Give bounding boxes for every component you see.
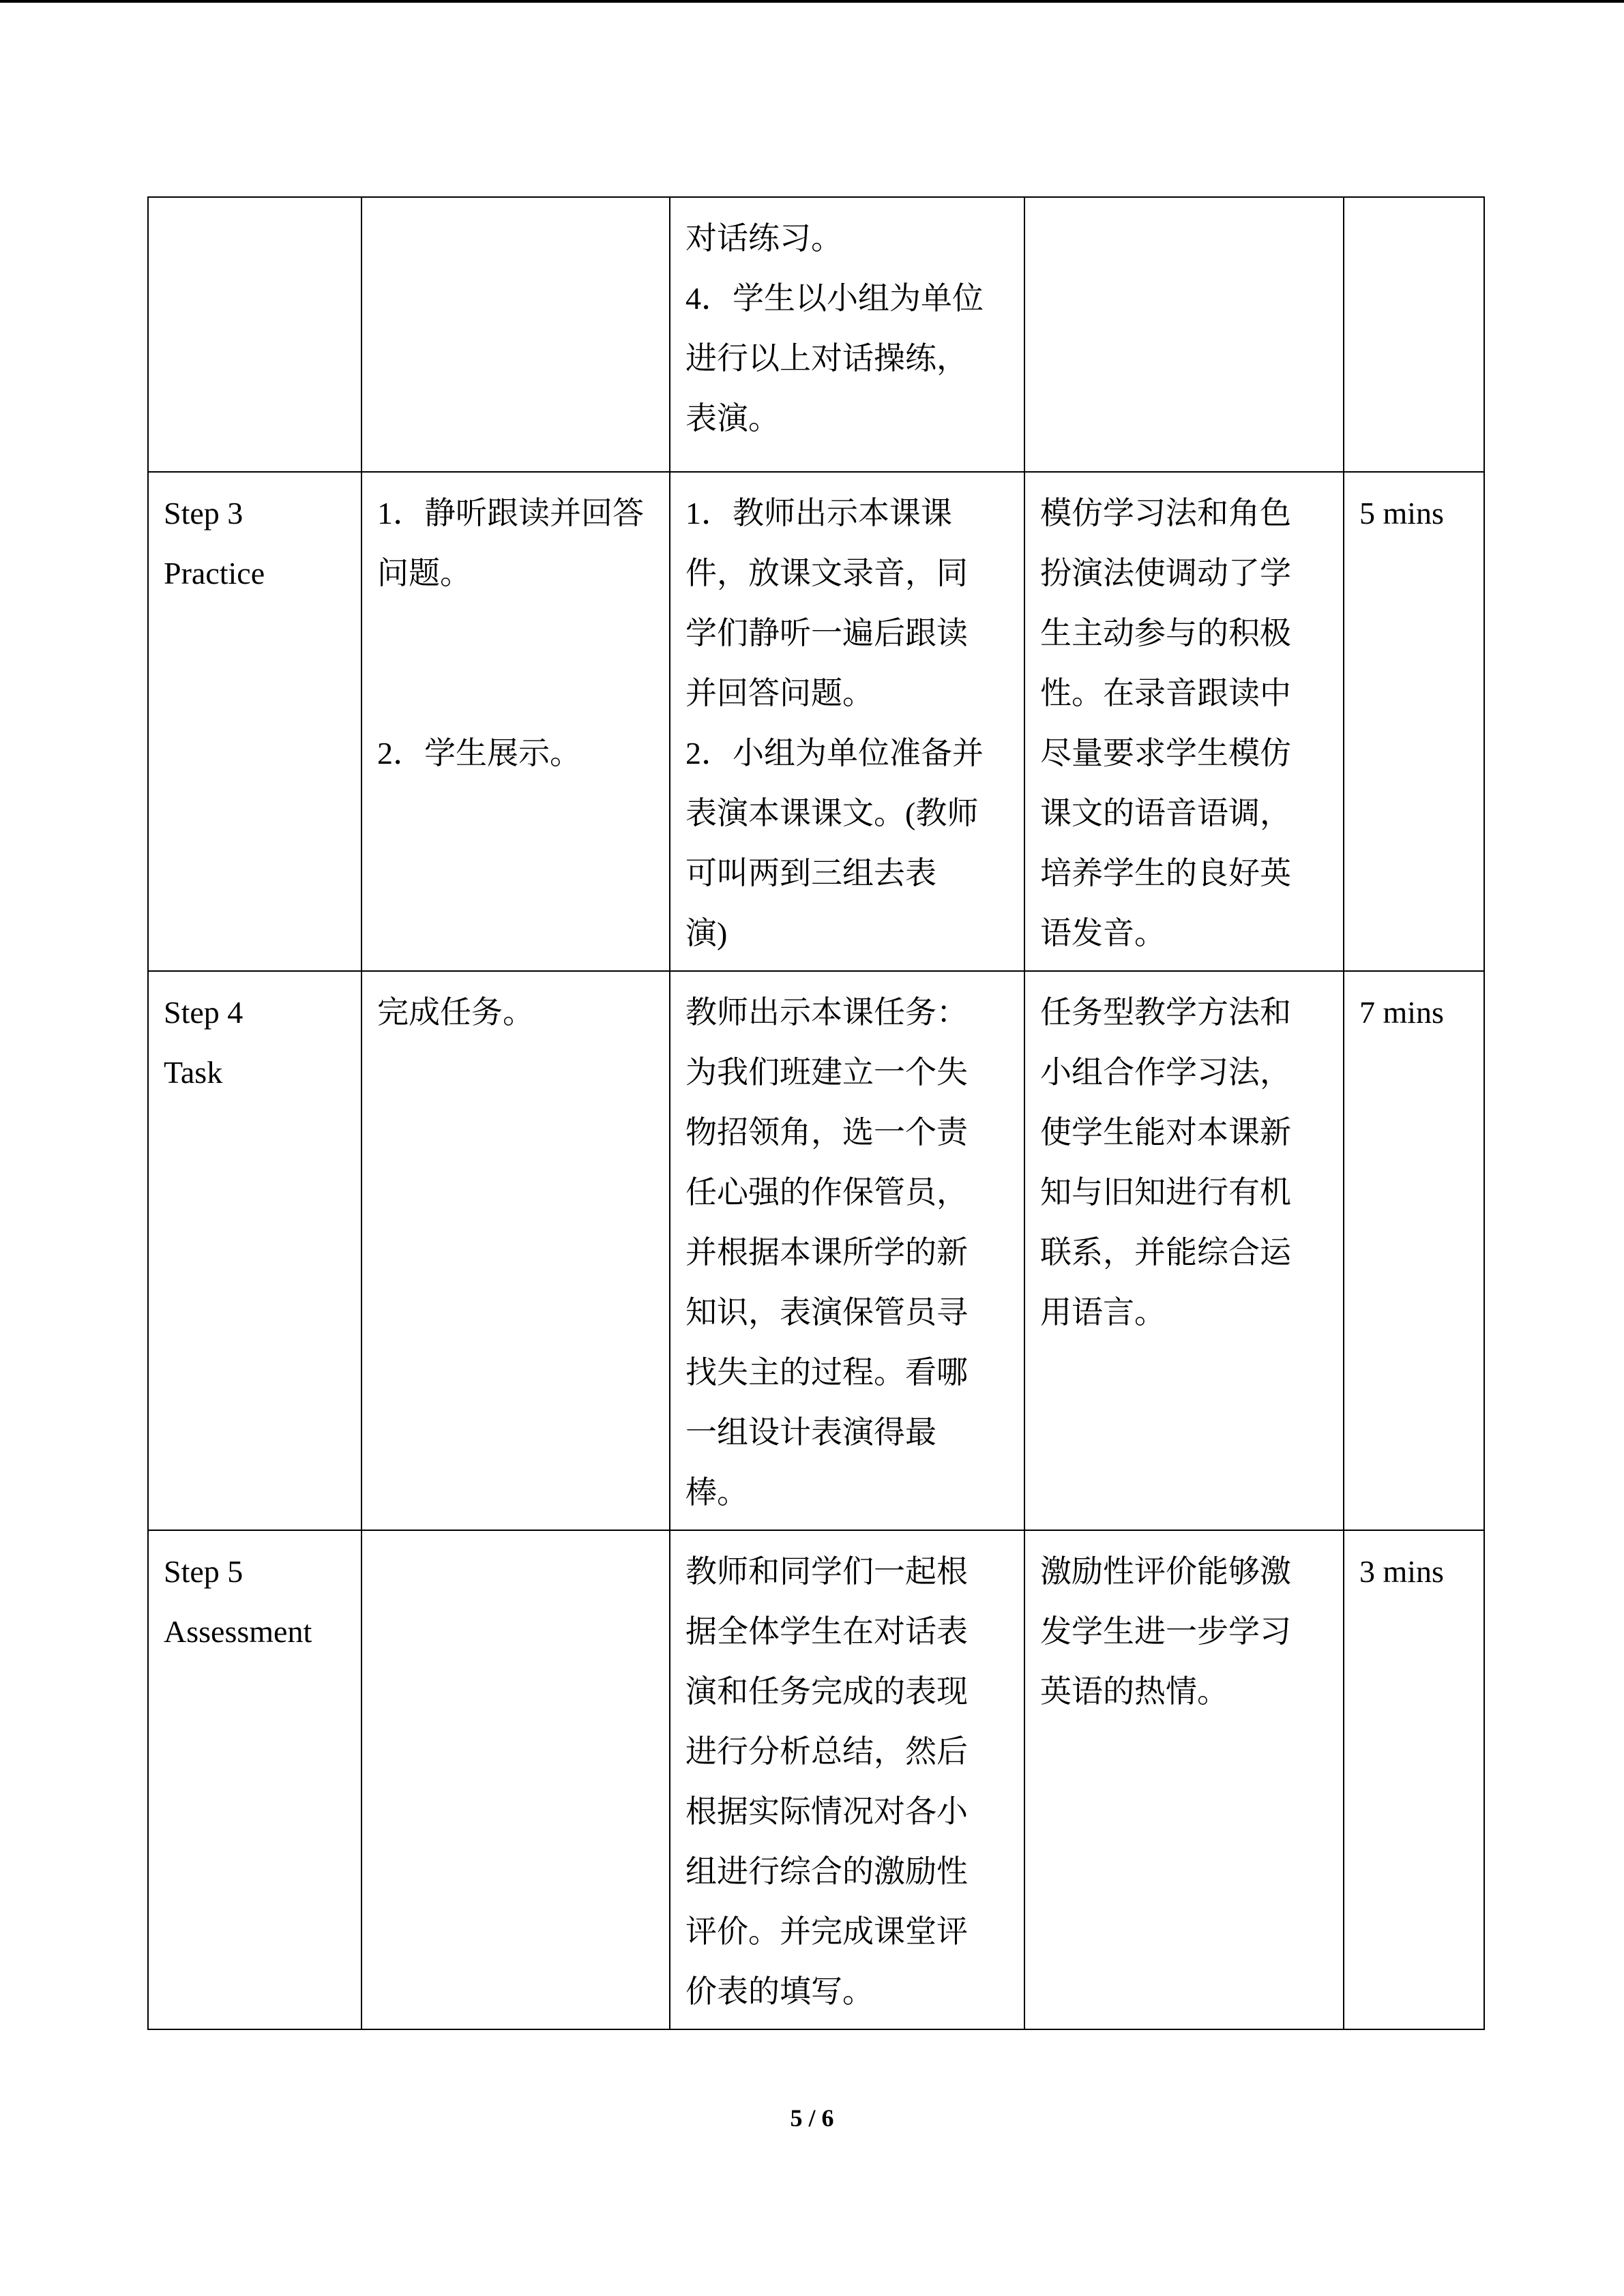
purpose-line: 联系，并能综合运 [1040,1235,1291,1270]
teacher-line: 演) [685,916,728,951]
purpose-line: 课文的语音语调， [1040,796,1291,831]
purpose-line: 语发音。 [1040,916,1166,951]
teacher-line: 知识，表演保管员寻 [685,1295,968,1330]
step-label: Step 4 [164,995,243,1030]
teacher-line: 一组设计表演得最 [685,1415,936,1450]
teacher-line: 找失主的过程。看哪 [685,1355,968,1390]
teacher-activity-cell [670,197,1024,472]
teacher-line: 4．学生以小组为单位 [685,281,984,316]
step-name: Practice [164,556,265,591]
table-row [148,1530,1484,2029]
teacher-activity-cell [670,971,1024,1530]
teacher-line: 进行分析总结，然后 [685,1734,968,1769]
spacer [377,664,654,724]
teacher-line: 教师和同学们一起根 [685,1554,968,1589]
purpose-line: 扮演法使调动了学 [1040,556,1291,591]
teacher-line: 物招领角，选一个责 [685,1115,968,1150]
time-cell [1344,472,1484,971]
purpose-line: 性。在录音跟读中 [1040,676,1291,711]
purpose-line: 发学生进一步学习 [1040,1614,1291,1649]
spacer [377,603,654,664]
student-activity-cell [361,1530,670,2029]
teacher-line: 任心强的作保管员， [685,1175,968,1210]
purpose-cell [1024,1530,1344,2029]
teacher-line: 根据实际情况对各小 [685,1794,968,1829]
purpose-line: 任务型教学方法和 [1040,995,1291,1030]
time-value: 3 mins [1359,1554,1444,1589]
teacher-line: 可叫两到三组去表 [685,856,936,891]
purpose-line: 激励性评价能够激 [1040,1554,1291,1589]
teacher-activity-cell [670,472,1024,971]
teacher-line: 演和任务完成的表现 [685,1674,968,1709]
teacher-line: 价表的填写。 [685,1974,874,2009]
time-value: 5 mins [1359,496,1444,531]
purpose-line: 使学生能对本课新 [1040,1115,1291,1150]
purpose-line: 知与旧知进行有机 [1040,1175,1291,1210]
step-name: Task [164,1055,223,1090]
step-cell [148,971,361,1530]
teacher-line: 评价。并完成课堂评 [685,1914,968,1949]
lesson-plan-table [147,196,1485,2030]
purpose-line: 培养学生的良好英 [1040,856,1291,891]
student-activity-cell [361,472,670,971]
student-activity-cell [361,197,670,472]
teacher-line: 学们静听一遍后跟读 [685,616,968,651]
step-label: Step 5 [164,1554,243,1589]
student-line: 1．静听跟读并回答 [377,496,644,531]
purpose-line: 用语言。 [1040,1295,1166,1330]
time-value: 7 mins [1359,995,1444,1030]
purpose-cell [1024,472,1344,971]
teacher-line: 对话练习。 [685,221,842,256]
teacher-line: 进行以上对话操练， [685,341,968,376]
time-cell [1344,1530,1484,2029]
teacher-line: 表演本课课文。(教师 [685,796,979,831]
teacher-line: 2．小组为单位准备并 [685,736,984,771]
table-row [148,197,1484,472]
purpose-cell [1024,971,1344,1530]
step-cell [148,197,361,472]
student-line: 完成任务。 [377,995,534,1030]
purpose-line: 模仿学习法和角色 [1040,496,1291,531]
teacher-line: 为我们班建立一个失 [685,1055,968,1090]
time-cell [1344,971,1484,1530]
teacher-line: 表演。 [685,401,780,436]
student-activity-cell [361,971,670,1530]
teacher-line: 组进行综合的激励性 [685,1854,968,1889]
page-number: 5 / 6 [790,2104,834,2132]
table-row [148,472,1484,971]
teacher-activity-cell [670,1530,1024,2029]
purpose-line: 小组合作学习法， [1040,1055,1291,1090]
purpose-line: 生主动参与的积极 [1040,616,1291,651]
step-cell [148,1530,361,2029]
step-label: Step 3 [164,496,243,531]
step-cell [148,472,361,971]
teacher-line: 棒。 [685,1475,748,1510]
teacher-line: 教师出示本课任务： [685,995,968,1030]
step-name: Assessment [164,1614,312,1649]
purpose-line: 尽量要求学生模仿 [1040,736,1291,771]
teacher-line: 件，放课文录音，同 [685,556,968,591]
purpose-line: 英语的热情。 [1040,1674,1228,1709]
teacher-line: 1．教师出示本课课 [685,496,952,531]
table-row [148,971,1484,1530]
top-border [0,0,1624,3]
student-line: 问题。 [377,556,471,591]
teacher-line: 据全体学生在对话表 [685,1614,968,1649]
teacher-line: 并根据本课所学的新 [685,1235,968,1270]
teacher-line: 并回答问题。 [685,676,874,711]
student-line: 2．学生展示。 [377,736,581,771]
purpose-cell [1024,197,1344,472]
time-cell [1344,197,1484,472]
table-body [148,197,1484,2029]
